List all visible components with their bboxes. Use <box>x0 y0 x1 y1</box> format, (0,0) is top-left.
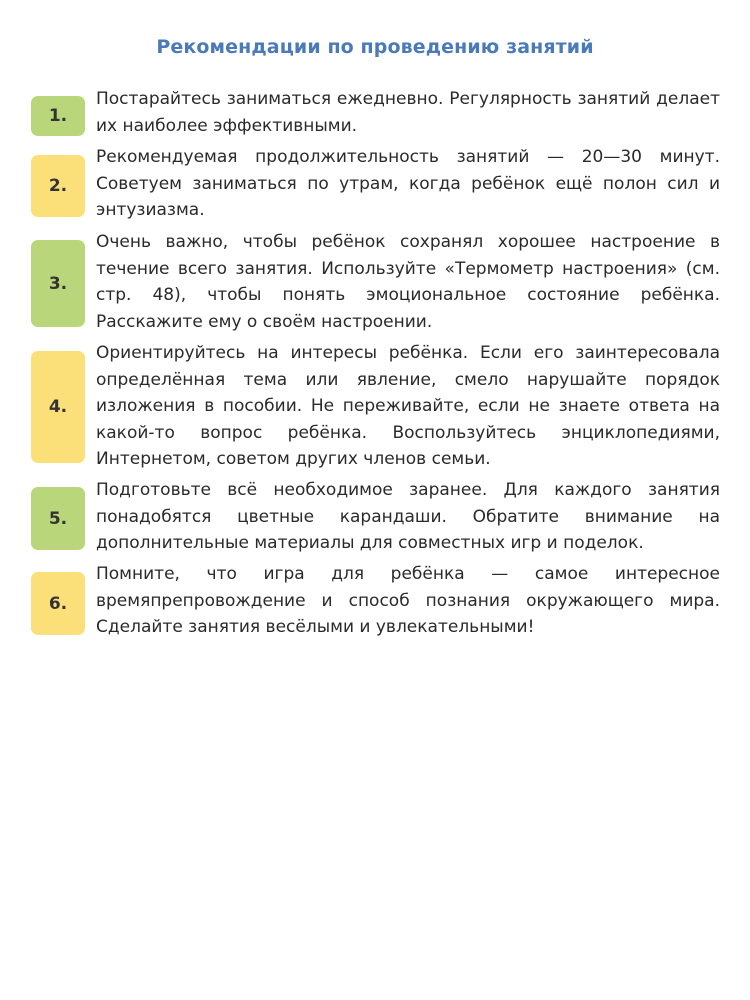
item-text-3: Очень важно, чтобы ребёнок сохранял хорошее настроение в течение всего занятия. Используйте «Термометр настроения» (см. стр. 48), чтобы понять эмоциональное состояние ребёнка. Расскажите ему о своём настроении. <box>96 232 720 332</box>
item-number-badge-5: 5. <box>31 487 85 550</box>
item-text-4: Ориентируйтесь на интересы ребёнка. Если его заинтересовала определённая тема или явление, смело нарушайте порядок изложения в пособии. Не переживайте, если не знаете ответа на какой-то вопрос ребёнка. Воспользуйтесь энциклопедиями, Интернетом, советом других членов семьи. <box>96 343 720 469</box>
item-number-badge-6: 6. <box>31 572 85 635</box>
item-text-6: Помните, что игра для ребёнка — самое интересное времяпрепровождение и способ познания окружающего мира. Сделайте занятия весёлыми и увлекательными! <box>96 564 720 637</box>
item-text-2: Рекомендуемая продолжительность занятий — 20—30 минут. Советуем заниматься по утрам, когда ребёнок ещё полон сил и энтузиазма. <box>96 147 720 220</box>
item-number-badge-4: 4. <box>31 351 85 463</box>
item-text-5: Подготовьте всё необходимое заранее. Для каждого занятия понадобятся цветные карандаши. Обратите внимание на дополнительные материалы для совместных игр и поделок. <box>96 480 720 553</box>
item-number-badge-1: 1. <box>31 96 85 136</box>
item-number-badge-3: 3. <box>31 240 85 327</box>
item-text-1: Постарайтесь заниматься ежедневно. Регулярность занятий делает их наиболее эффективными. <box>96 89 720 136</box>
item-number-badge-2: 2. <box>31 155 85 217</box>
page-title: Рекомендации по проведению занятий <box>156 36 594 58</box>
